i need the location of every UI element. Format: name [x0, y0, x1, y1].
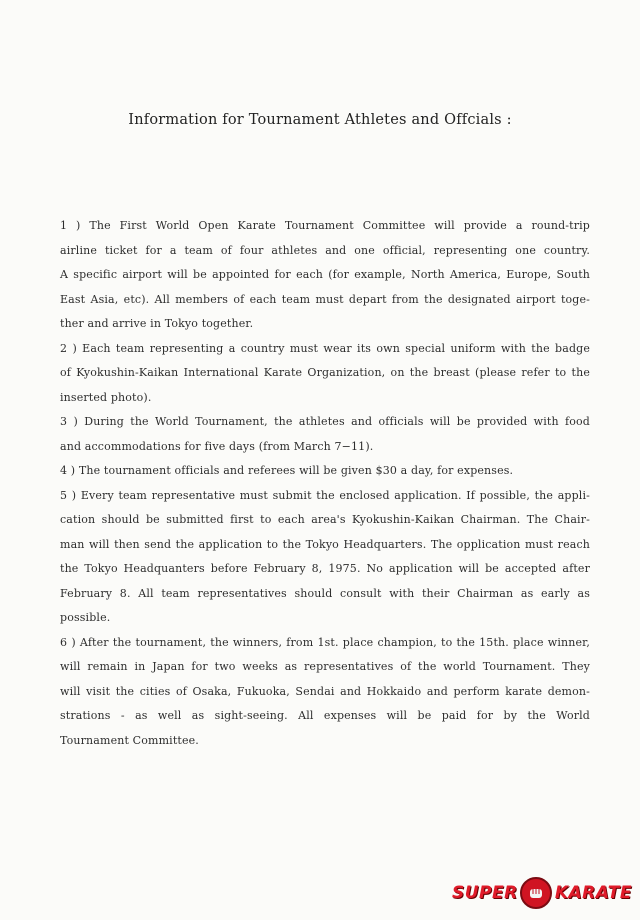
text-line: man will then send the application to the Tokyo Headquarters. The opplication must reach	[60, 537, 590, 551]
logo-text-left: SUPER	[452, 883, 518, 903]
text-line: will visit the cities of Osaka, Fukuoka, Sendai and Hokkaido and perform karate demon-	[60, 684, 590, 698]
text-line: 1 ) The First World Open Karate Tournament Committee will provide a round-trip	[60, 219, 590, 232]
logo-text-right: KARATE	[554, 883, 632, 903]
text-line: 4 ) The tournament officials and referees will be given $30 a day, for expenses.	[60, 464, 514, 477]
text-line: ther and arrive in Tokyo together.	[60, 317, 254, 330]
text-line: 6 ) After the tournament, the winners, from 1st. place champion, to the 15th. place winner,	[60, 635, 590, 649]
super-karate-logo	[452, 876, 632, 910]
text-line: 2 ) Each team representing a country must wear its own special uniform with the badge	[60, 341, 590, 355]
fist-emblem-icon	[520, 877, 552, 909]
text-line: of Kyokushin-Kaikan International Karate Organization, on the breast (please refer to the	[60, 366, 590, 379]
text-line: cation should be submitted first to each area's Kyokushin-Kaikan Chairman. The Chair-	[60, 513, 590, 526]
text-line: 3 ) During the World Tournament, the athletes and officials will be provided with food	[60, 415, 590, 428]
text-line: inserted photo).	[60, 390, 152, 404]
text-line: the Tokyo Headquanters before February 8, 1975. No application will be accepted after	[60, 562, 590, 575]
text-line: East Asia, etc). All members of each team must depart from the designated airport toge-	[60, 292, 590, 306]
document-title: Information for Tournament Athletes and Offcials :	[128, 112, 512, 128]
text-line: Tournament Committee.	[60, 733, 199, 747]
text-line: airline ticket for a team of four athletes and one official, representing one country.	[60, 243, 590, 257]
text-line: A specific airport will be appointed for each (for example, North America, Europe, South	[60, 268, 590, 281]
text-line: and accommodations for five days (from March 7−11).	[60, 439, 374, 453]
document-body	[60, 214, 590, 753]
text-line: 5 ) Every team representative must submit the enclosed application. If possible, the appli-	[60, 488, 590, 502]
text-line: February 8. All team representatives should consult with their Chairman as early as	[60, 586, 590, 600]
text-line: strations - as well as sight-seeing. All expenses will be paid for by the World	[60, 709, 590, 722]
text-line: will remain in Japan for two weeks as representatives of the world Tournament. They	[60, 660, 590, 673]
text-line: possible.	[60, 611, 111, 624]
